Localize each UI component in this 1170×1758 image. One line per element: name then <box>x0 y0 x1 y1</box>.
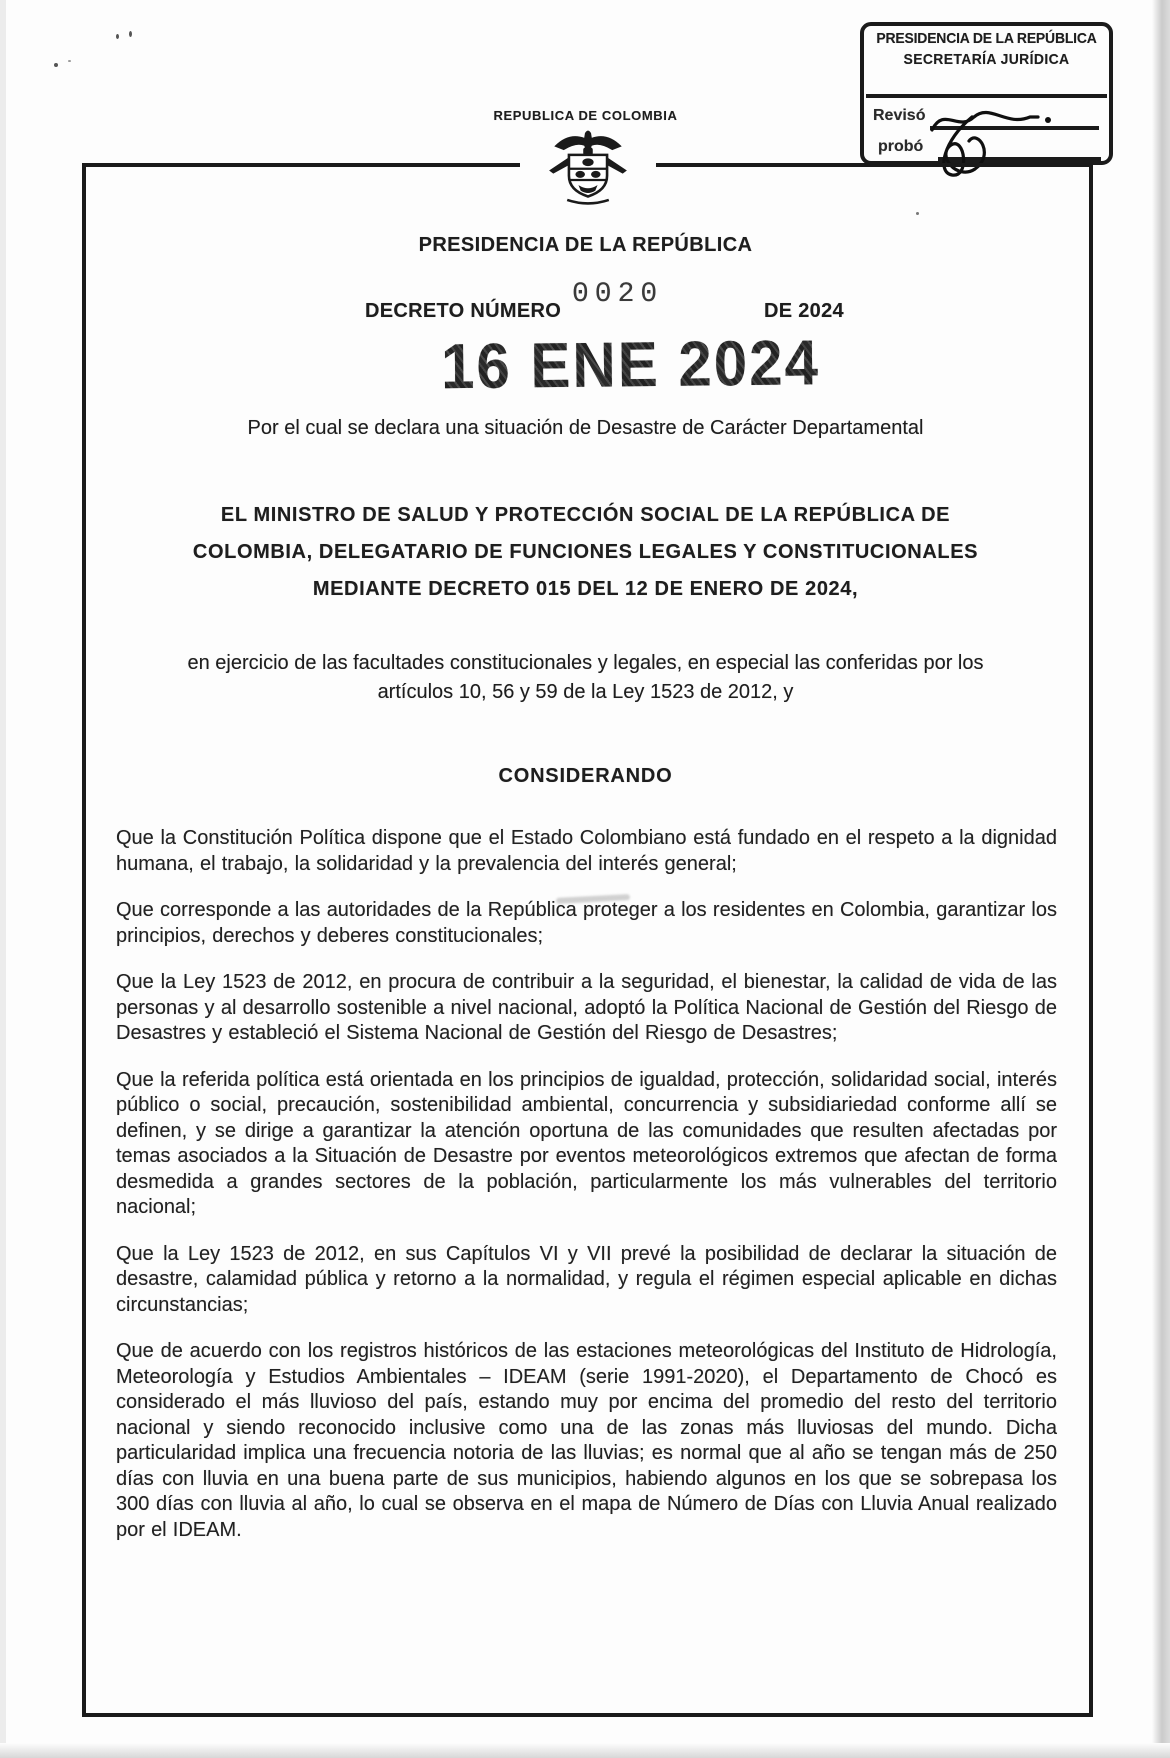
scan-speck <box>116 34 119 39</box>
date-stamp-text: 16 ENE 2024 <box>440 327 820 402</box>
decree-number-label: DECRETO NÚMERO <box>365 300 562 322</box>
issuer-line: MEDIANTE DECRETO 015 DEL 12 DE ENERO DE 2024, <box>312 578 859 600</box>
document-border-frame <box>82 163 1093 1717</box>
stamp-subtitle: SECRETARÍA JURÍDICA <box>903 51 1070 68</box>
decree-year: DE 2024 <box>764 300 844 322</box>
entity-title: PRESIDENCIA DE LA REPÚBLICA <box>418 234 753 256</box>
considering-paragraph: Que corresponde a las autoridades de la República proteger a los residentes en Colombia, garantizar los principios, derechos y deberes constitucionales; <box>116 899 1057 947</box>
stamp-title: PRESIDENCIA DE LA REPÚBLICA <box>876 30 1097 47</box>
considering-paragraph: Que la referida política está orientada en los principios de igualdad, protección, solidaridad social, interés público o social, precaución, sostenibilidad ambiental, concurrencia y subsidiariedad conforme allí se definen, y se dirige a garantizar la atención oportuna de las comunidades que resulten afectadas por temas asociados a la Situación de Desastre por eventos meteorológicos extremos que afectan de forma desmedida a grandes sectores de la población, particularmente los más vulnerables del territorio nacional; <box>116 1068 1057 1218</box>
issuer-line: EL MINISTRO DE SALUD Y PROTECCIÓN SOCIAL DE LA REPÚBLICA DE <box>220 504 951 526</box>
scan-speck <box>68 60 71 62</box>
considering-paragraph: Que la Ley 1523 de 2012, en procura de contribuir a la seguridad, el bienestar, la calidad de vida de las personas y al desarrollo sostenible a nivel nacional, adoptó la Política Nacional de Gestión del Riesgo de Desastres y estableció el Sistema Nacional de Gestión del Riesgo de Desastres; <box>116 971 1057 1044</box>
page-edge-left <box>0 0 6 1758</box>
considering-heading: CONSIDERANDO <box>498 765 673 787</box>
considering-paragraph: Que la Ley 1523 de 2012, en sus Capítulos VI y VII prevé la posibilidad de declarar la situación de desastre, calamidad pública y retorno a la normalidad, y regula el régimen especial aplicable en dichas circunstancias; <box>116 1242 1057 1316</box>
decree-number-value: 0020 <box>572 279 664 310</box>
republic-label: REPUBLICA DE COLOMBIA <box>493 108 678 123</box>
issuer-line: COLOMBIA, DELEGATARIO DE FUNCIONES LEGALES Y CONSTITUCIONALES <box>192 541 979 563</box>
stamp-reviso-label: Revisó <box>873 107 926 124</box>
scan-speck <box>54 63 58 67</box>
page-edge-right <box>1152 0 1170 1758</box>
decree-subject: Por el cual se declara una situación de Desastre de Carácter Departamental <box>247 417 924 439</box>
considering-paragraph: Que de acuerdo con los registros históricos de las estaciones meteorológicas del Instituto de Hidrología, Meteorología y Estudios Ambientales – IDEAM (serie 1991-2020), el Departamento de Chocó es considerado el más lluvioso del país, estando muy por encima del promedio del resto del territorio nacional y siendo reconocido inclusive como una de las zonas más lluviosas del mundo. Dicha particularidad implica una frecuencia notoria de las lluvias; es normal que al año se tengan más de 250 días con lluvia en una buena parte de sus municipios, habiendo algunos en los que se sobrepasa los 300 días con lluvia al año, lo cual se observa en el mapa de Número de Días con Lluvia Anual realizado por el IDEAM. <box>116 1340 1057 1541</box>
page-edge-bottom <box>0 1743 1170 1758</box>
secretaria-juridica-stamp <box>860 22 1113 165</box>
powers-line: en ejercicio de las facultades constitucionales y legales, en especial las conferidas por los <box>187 652 984 674</box>
stamp-aprobo-label: probó <box>878 138 924 155</box>
considering-paragraph: Que la Constitución Política dispone que el Estado Colombiano está fundado en el respeto a la dignidad humana, el trabajo, la solidaridad y la prevalencia del interés general; <box>116 827 1057 875</box>
colombia-coat-of-arms-icon <box>536 124 640 210</box>
scan-speck <box>129 31 132 37</box>
powers-line: artículos 10, 56 y 59 de la Ley 1523 de 2012, y <box>377 681 794 703</box>
